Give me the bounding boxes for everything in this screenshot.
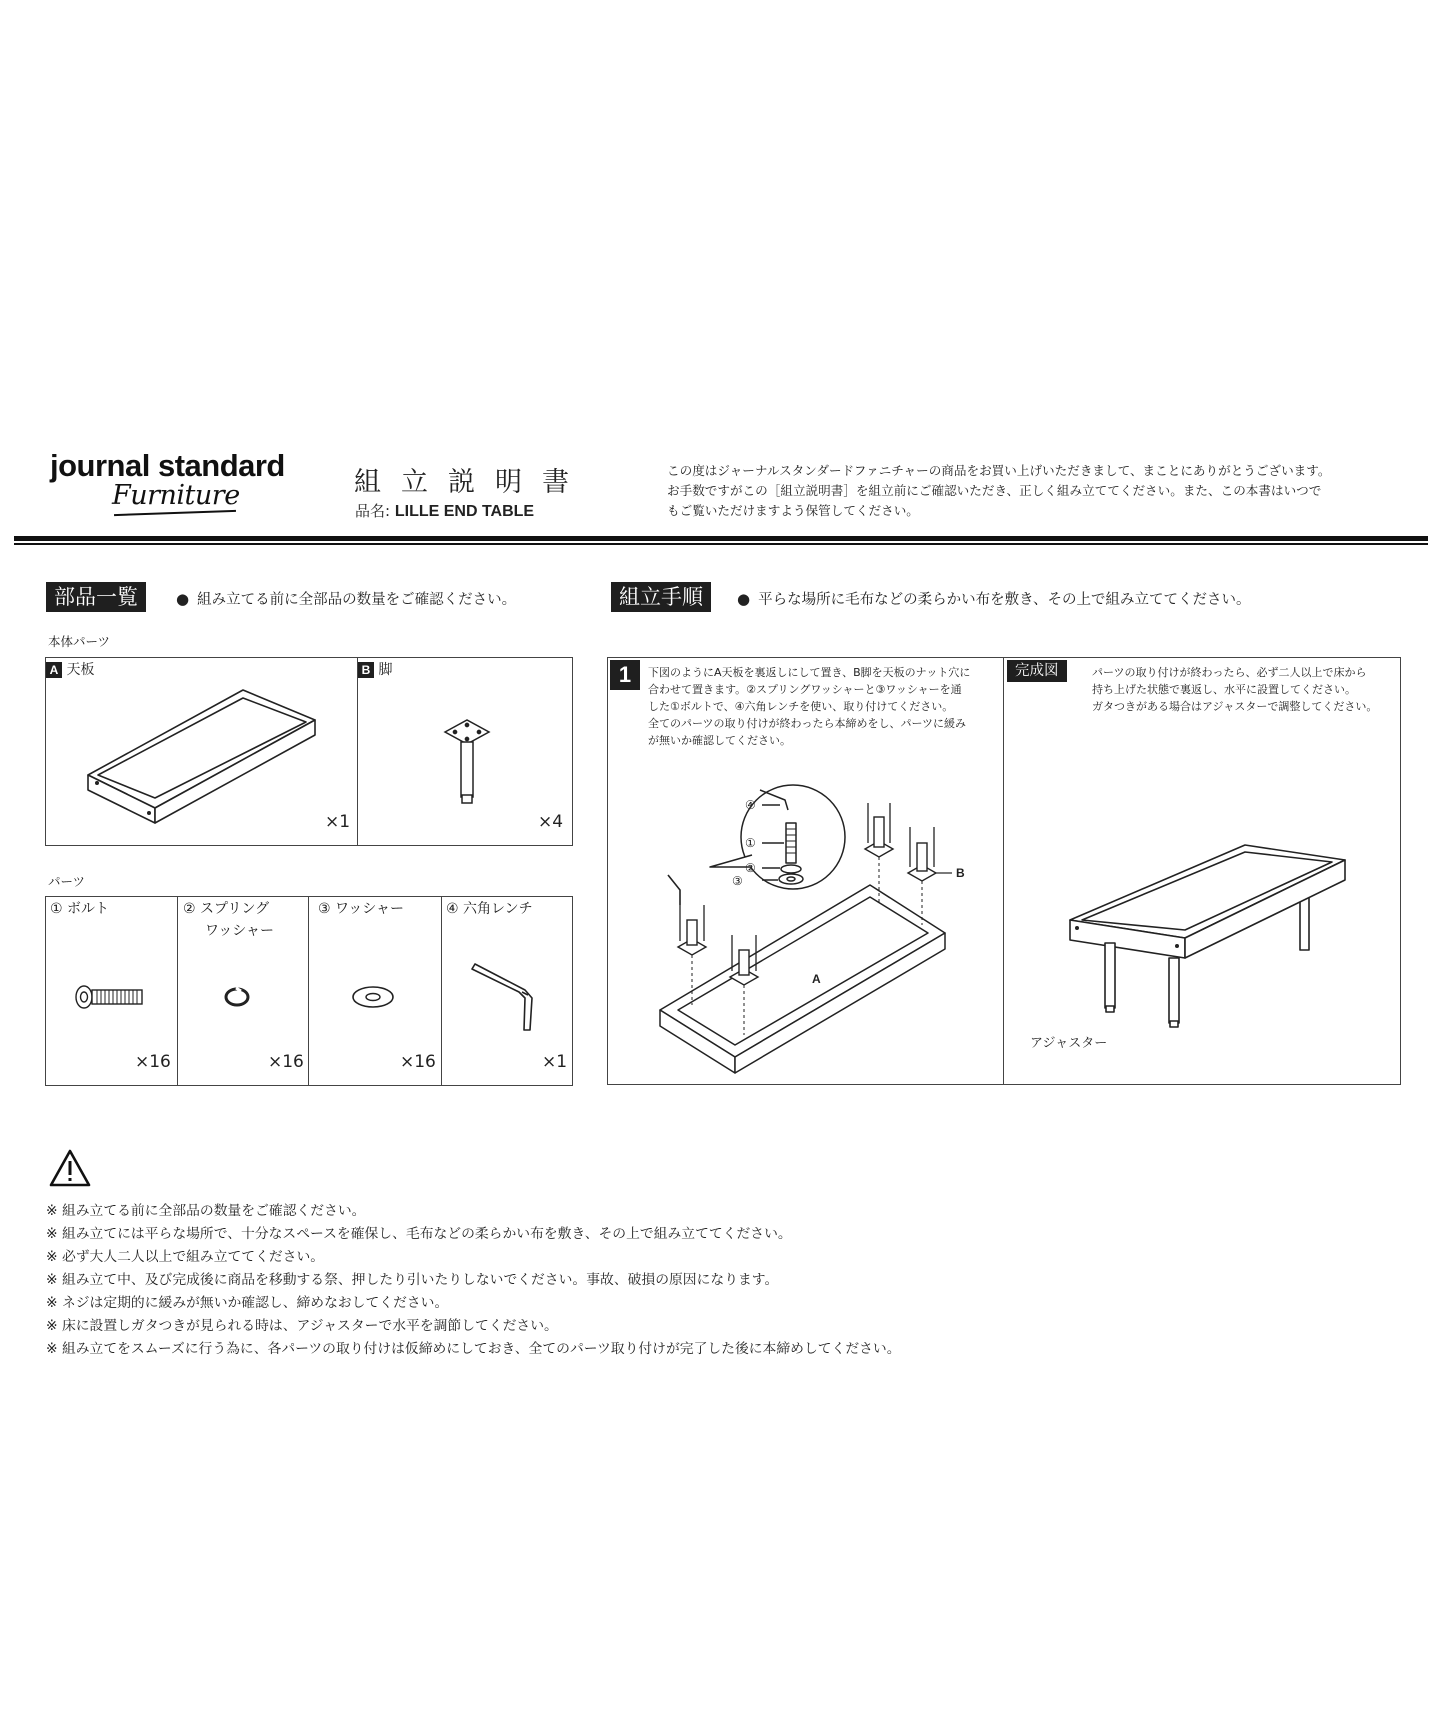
part-2-label [183,898,274,942]
caution-item: ※ 組み立てる前に全部品の数量をご確認ください。 [46,1203,366,1219]
parts-list-heading: 部品一覧 [46,582,146,612]
small-parts-divider-3 [441,896,442,1086]
step-line: した①ボルトで、④六角レンチを使い、取り付けてください。 [648,700,954,713]
step-line: 下図のようにA天板を裏返しにして置き、B脚を天板のナット穴に [648,666,971,679]
part-3-qty: ×16 [400,1052,436,1072]
step-number: 1 [610,660,640,690]
part-4-label: ④ 六角レンチ [446,901,533,917]
small-parts-divider-2 [308,896,309,1086]
part-a-name: 天板 [66,662,95,678]
step-line: が無いか確認してください。 [648,734,791,747]
parts-list-note: ● 組み立てる前に全部品の数量をご確認ください。 [176,588,516,609]
step-line: 全てのパーツの取り付けが終わったら本締めをし、パーツに緩み [648,717,967,730]
step-line: 合わせて置きます。②スプリングワッシャーと③ワッシャーを通 [648,683,962,696]
intro-text [667,461,1407,521]
caution-list [46,1200,901,1361]
label-b: B [956,866,965,880]
part-a-tag: A [46,662,62,678]
part-1-qty: ×16 [135,1052,171,1072]
hex-wrench-icon [470,958,545,1033]
part-1-label: ① ボルト [50,901,110,917]
spring-washer-icon [222,985,252,1009]
callout-2: ② [745,861,756,875]
washer-icon [350,984,396,1010]
small-parts-divider-1 [177,896,178,1086]
bolt-icon [74,982,146,1012]
callout-4: ④ [745,798,756,812]
warning-triangle-icon [48,1148,92,1188]
part-b-label [358,659,392,679]
caution-item: ※ 床に設置しガタつきが見られる時は、アジャスターで水平を調節してください。 [46,1318,558,1334]
header-divider-thin [14,543,1428,545]
part-2-label-line2: ワッシャー [205,923,275,939]
part-a-label [46,659,94,679]
complete-line: ガタつきがある場合はアジャスターで調整してください。 [1092,700,1378,713]
part-2-label-line1: ② スプリング [183,901,270,917]
brand-logo-sub: Furniture [112,480,240,511]
complete-line: 持ち上げた状態で裏返し、水平に設置してください。 [1092,683,1356,696]
product-prefix: 品名: [355,502,391,520]
assembly-step-diagram [640,755,970,1080]
part-a-qty: ×1 [325,812,351,832]
part-3-label: ③ ワッシャー [318,901,405,917]
completed-table-illustration [1060,830,1360,1030]
step-instructions [648,664,1000,749]
parts-label: パーツ [48,874,86,889]
completed-view-text [1092,664,1402,715]
callout-1: ① [745,836,756,850]
adjuster-label: アジャスター [1030,1036,1108,1051]
product-name-line [355,500,534,521]
body-parts-divider [357,657,358,846]
brand-logo-main: journal standard [50,448,285,483]
callout-3: ③ [732,874,743,888]
intro-line: この度はジャーナルスタンダードファニチャーの商品をお買い上げいただきまして、まことにありがとうございます。 [667,463,1331,478]
intro-line: お手数ですがこの［組立説明書］を組立前にご確認いただき、正しく組み立ててください。また、この本書はいつで [667,483,1322,498]
label-a: A [812,972,821,986]
caution-item: ※ ネジは定期的に緩みが無いか確認し、締めなおしてください。 [46,1295,449,1311]
assembly-heading: 組立手順 [611,582,711,612]
caution-item: ※ 組み立てをスムーズに行う為に、各パーツの取り付けは仮締めにしておき、全てのパーツ取り付けが完了した後に本締めしてください。 [46,1341,901,1357]
complete-line: パーツの取り付けが終わったら、必ず二人以上で床から [1092,666,1367,679]
body-parts-label: 本体パーツ [48,634,111,649]
product-name: LILLE END TABLE [394,503,535,520]
part-2-qty: ×16 [268,1052,304,1072]
part-b-tag: B [358,662,374,678]
tabletop-illustration [80,680,320,830]
header-divider [14,536,1428,541]
caution-item: ※ 必ず大人二人以上で組み立ててください。 [46,1249,325,1265]
assembly-divider [1003,657,1004,1085]
leg-illustration [440,710,500,810]
intro-line: もご覧いただけますよう保管してください。 [667,503,919,518]
document-title: 組立説明書 [354,467,589,498]
part-b-name: 脚 [378,662,393,678]
assembly-note: ● 平らな場所に毛布などの柔らかい布を敷き、その上で組み立ててください。 [737,588,1251,609]
caution-item: ※ 組み立て中、及び完成後に商品を移動する祭、押したり引いたりしないでください。事故、破損の原因になります。 [46,1272,779,1288]
part-4-qty: ×1 [542,1052,568,1072]
part-b-qty: ×4 [538,812,564,832]
caution-item: ※ 組み立てには平らな場所で、十分なスペースを確保し、毛布などの柔らかい布を敷き、その上で組み立ててください。 [46,1226,792,1242]
completed-view-tag: 完成図 [1007,660,1067,682]
